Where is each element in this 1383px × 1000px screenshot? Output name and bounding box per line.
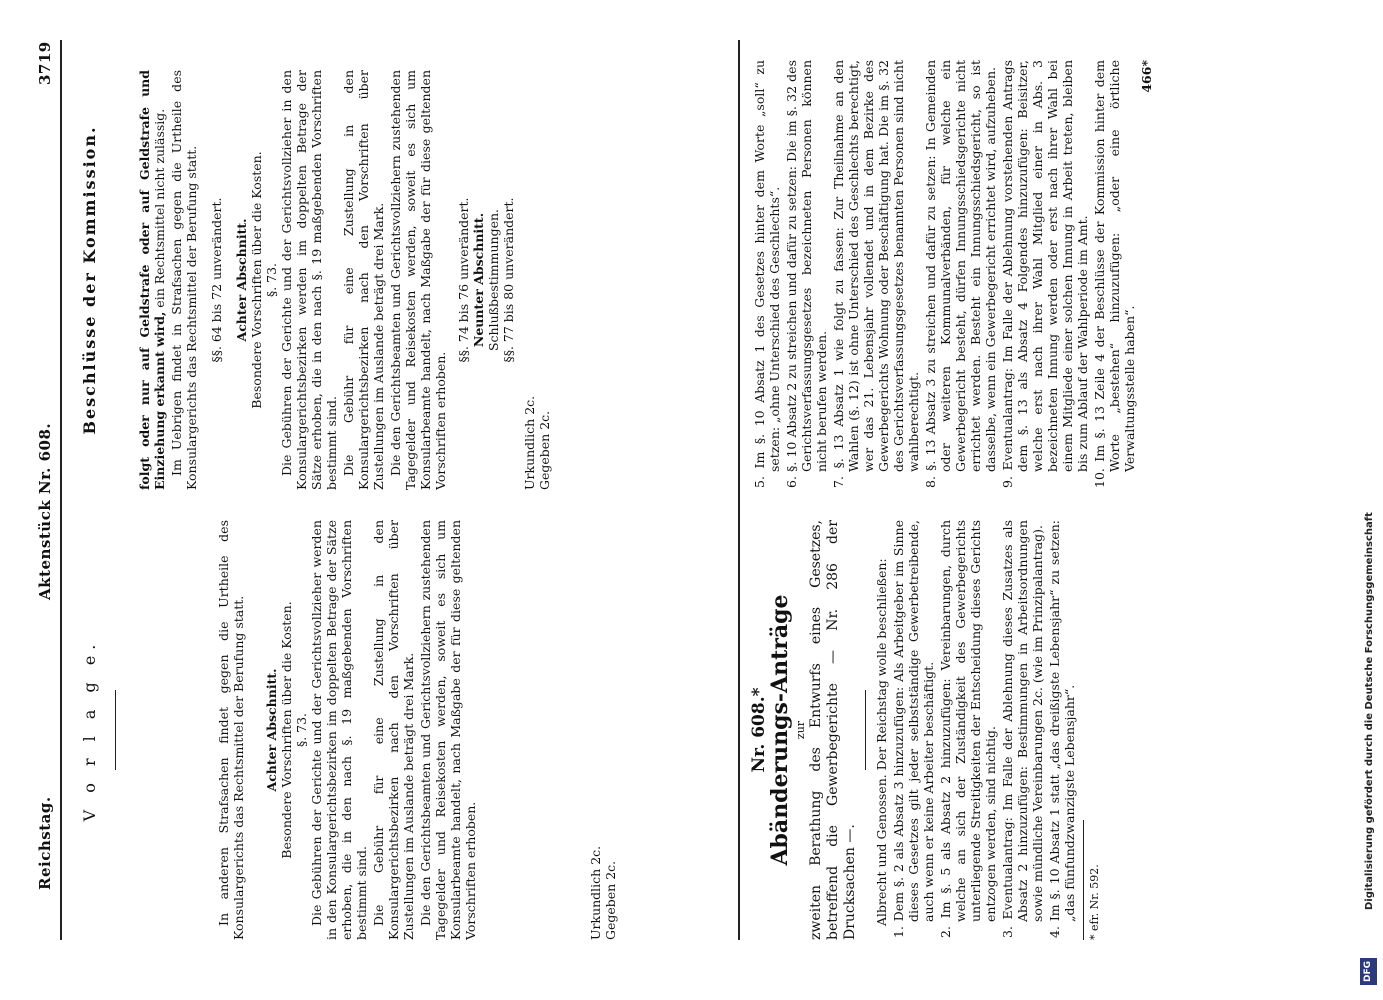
dfg-credit-text: Digitalisierung gefördert durch die Deutsche Forschungsgemeinschaft	[1364, 512, 1375, 910]
vorlage-heading: V o r l a g e.	[80, 638, 99, 822]
left-p3: Die den Gerichtsbeamten und Gerichtsvollziehern zustehenden Tagegelder und Reisekosten werden, soweit es sich um Konsularbeamte handelt, nach Maßgabe der für diese geltenden Vorschriften erhoben.	[418, 520, 478, 940]
right-intro-rest: ein Rechtsmittel nicht zulässig.	[152, 108, 167, 308]
motion-item-7: 7. §. 13 Absatz 1 wie folgt zu fassen: Zur Theilnahme an den Wahlen (§. 12) ist ohne Unterschied des Geschlechts berechtigt, wer das 21. Lebensjahr vollendet und in dem Bezirke des Gewerbegerichts Wohnung oder Beschäftigung hat. Die im §. 32 des Gerichtsverfassungsgesetzes benannten Personen sind nicht wahlberechtigt.	[831, 60, 921, 488]
left-section-sub: Besondere Vorschriften über die Kosten.	[279, 601, 294, 859]
page-number: 3719	[36, 41, 54, 85]
right-unchanged-77-80: §§. 77 bis 80 unverändert.	[501, 197, 516, 363]
right-section-sub: Besondere Vorschriften über die Kosten.	[249, 151, 264, 409]
motion-item-9: 9. Eventualantrag: Im Falle der Ablehnung vorstehenden Antrags dem §. 13 als Absatz 4 Folgendes hinzuzufügen: Beisitzer, welche erst nach ihrer Wahl Mitglied einer in Abs. 3 bezeichneten Innung werden oder erst nach ihrer Wahl bei einem Mitgliede einer solchen Innung in Arbeit treten, bleiben bis zum Ablauf der Wahlperiode im Amt.	[1000, 60, 1090, 488]
motion-item-2: 2. Im §. 5 als Absatz 2 hinzuzufügen: Vereinbarungen, durch welche an sich der Zuständigkeit des Gewerbegerichts unterliegende Streitigkeiten der Entscheidung dieses Gerichts entzogen werden, sind nichtig.	[938, 520, 998, 938]
right-p3: Die den Gerichtsbeamten und Gerichtsvollziehern zustehenden Tagegelder und Reisekosten werden, soweit es sich um Konsularbeamte handelt, nach Maßgabe der für diese geltenden Vorschriften erhoben.	[388, 70, 448, 490]
right-paragraph-73: §. 73.	[264, 262, 279, 298]
left-p1: Die Gebühren der Gerichte und der Gerichtsvollzieher werden in den Konsulargerichtsbezirken im doppelten Betrage der Sätze erhoben, die in den nach §. 19 maßgebenden Vorschriften bestimmt sind.	[309, 520, 369, 940]
header-rule	[60, 40, 62, 940]
right-unchanged-74-76: §§. 74 bis 76 unverändert.	[456, 197, 471, 363]
right-column-beschluesse	[72, 70, 552, 490]
vorlage-intro: In anderen Strafsachen findet gegen die Urtheile des Konsulargerichts das Rechtsmittel der Berufung statt.	[216, 520, 246, 940]
motion-item-6: 6. §. 10 Absatz 2 zu streichen und dafür zu setzen: Die im §. 32 des Gerichtsverfassungsgesetzes bezeichneten Personen können nicht berufen werden.	[784, 60, 829, 488]
right-closing-1: Urkundlich 2c.	[522, 395, 537, 490]
motion-footnote: * efr. Nr. 592.	[1088, 864, 1101, 940]
motion-subtitle: zweiten Berathung des Entwurfs eines Gesetzes, betreffend die Gewerbegerichte — Nr. 286 der Drucksachen —.	[808, 520, 858, 940]
right-intro-bold: folgt oder nur auf Geldstrafe oder auf Geldstrafe und Einziehung erkannt wird,	[137, 70, 167, 490]
dfg-logo-icon: DFG	[1360, 958, 1377, 985]
motion-right-column	[752, 60, 1154, 490]
motion-rule	[865, 690, 866, 770]
header-center: Aktenstück Nr. 608.	[36, 422, 54, 600]
right-p1: Die Gebühren der Gerichte und der Gerichtsvollzieher in den Konsulargerichtsbezirken werden im doppelten Betrage der Sätze erhoben, die in den nach §. 19 maßgebenden Vorschriften bestimmt sind.	[279, 70, 339, 490]
right-unchanged-64-72: §§. 64 bis 72 unverändert.	[209, 197, 224, 363]
motion-item-5: 5. Im §. 10 Absatz 1 des Gesetzes hinter dem Worte „soll“ zu setzen: „ohne Unterschied des Geschlechts“.	[752, 60, 782, 488]
motion-left-column	[748, 520, 1102, 940]
motion-intro: Albrecht und Genossen. Der Reichstag wolle beschließen:	[874, 558, 889, 926]
left-section-title: Achter Abschnitt.	[264, 668, 279, 792]
motion-item-3: 3. Eventualantrag: Im Falle der Ablehnung dieses Zusatzes als Absatz 2 hinzuzufügen: Bestimmungen in Arbeitsordnungen sowie mündliche Vereinbarungen 2c. (wie im Prinzipalantrag).	[1000, 520, 1045, 938]
signature-mark: 466*	[1139, 60, 1154, 93]
heading-rule	[115, 690, 116, 770]
left-p2: Die Gebühr für eine Zustellung in den Konsulargerichtsbezirken nach den Vorschriften über Zustellungen im Auslande beträgt drei Mark.	[371, 520, 416, 940]
left-column-vorlage	[72, 520, 618, 940]
motion-zur: zur	[794, 720, 807, 740]
right-uebrigen: Im Uebrigen findet in Strafsachen gegen die Urtheile des Konsulargerichts das Rechtsmittel der Berufung statt.	[169, 70, 199, 490]
left-closing-2: Gegeben 2c.	[603, 860, 618, 940]
beschluesse-heading: Beschlüsse der Kommission.	[80, 125, 99, 435]
motion-item-4: 4. Im §. 10 Absatz 1 statt „das dreißigste Lebensjahr“ zu setzen: „das fünfundzwanzigste Lebensjahr“.	[1047, 520, 1077, 938]
header-left: Reichstag.	[36, 796, 54, 890]
left-paragraph-73: §. 73.	[294, 712, 309, 748]
left-closing-1: Urkundlich 2c.	[588, 845, 603, 940]
motion-number: Nr. 608.*	[749, 687, 769, 773]
right-section9-title: Neunter Abschnitt.	[471, 212, 486, 348]
motion-item-1: 1. Dem §. 2 als Absatz 3 hinzuzufügen: Als Arbeitgeber im Sinne dieses Gesetzes gilt jeder selbstständige Gewerbetreibende, auch wenn er keine Arbeiter beschäftigt.	[891, 520, 936, 938]
right-closing-2: Gegeben 2c.	[537, 410, 552, 490]
right-section-title: Achter Abschnitt.	[234, 218, 249, 342]
motion-items-left	[891, 520, 1077, 940]
motion-item-8: 8. §. 13 Absatz 3 zu streichen und dafür zu setzen: In Gemeinden oder weiteren Kommunalverbänden, für welche ein Gewerbegericht besteht, dürfen Innungsschiedsgerichte nicht errichtet werden. Besteht ein Innungsschiedsgericht, so ist dasselbe, wenn ein Gewerbegericht errichtet wird, aufzuheben.	[923, 60, 998, 488]
footnote-rule	[1083, 820, 1084, 940]
motion-items-right	[752, 60, 1137, 490]
section-divider	[738, 40, 740, 940]
right-p2: Die Gebühr für eine Zustellung in den Konsulargerichtsbezirken nach den Vorschriften über Zustellungen im Auslande beträgt drei Mark.	[341, 70, 386, 490]
motion-title: Abänderungs-Anträge	[767, 594, 793, 866]
motion-item-10: 10. Im §. 13 Zeile 4 der Beschlüsse der Kommission hinter dem Worte „bestehen“ hinzuzufügen: „oder eine örtliche Verwaltungsstelle haben“.	[1092, 60, 1137, 488]
right-section9-sub: Schlußbestimmungen.	[486, 208, 501, 352]
